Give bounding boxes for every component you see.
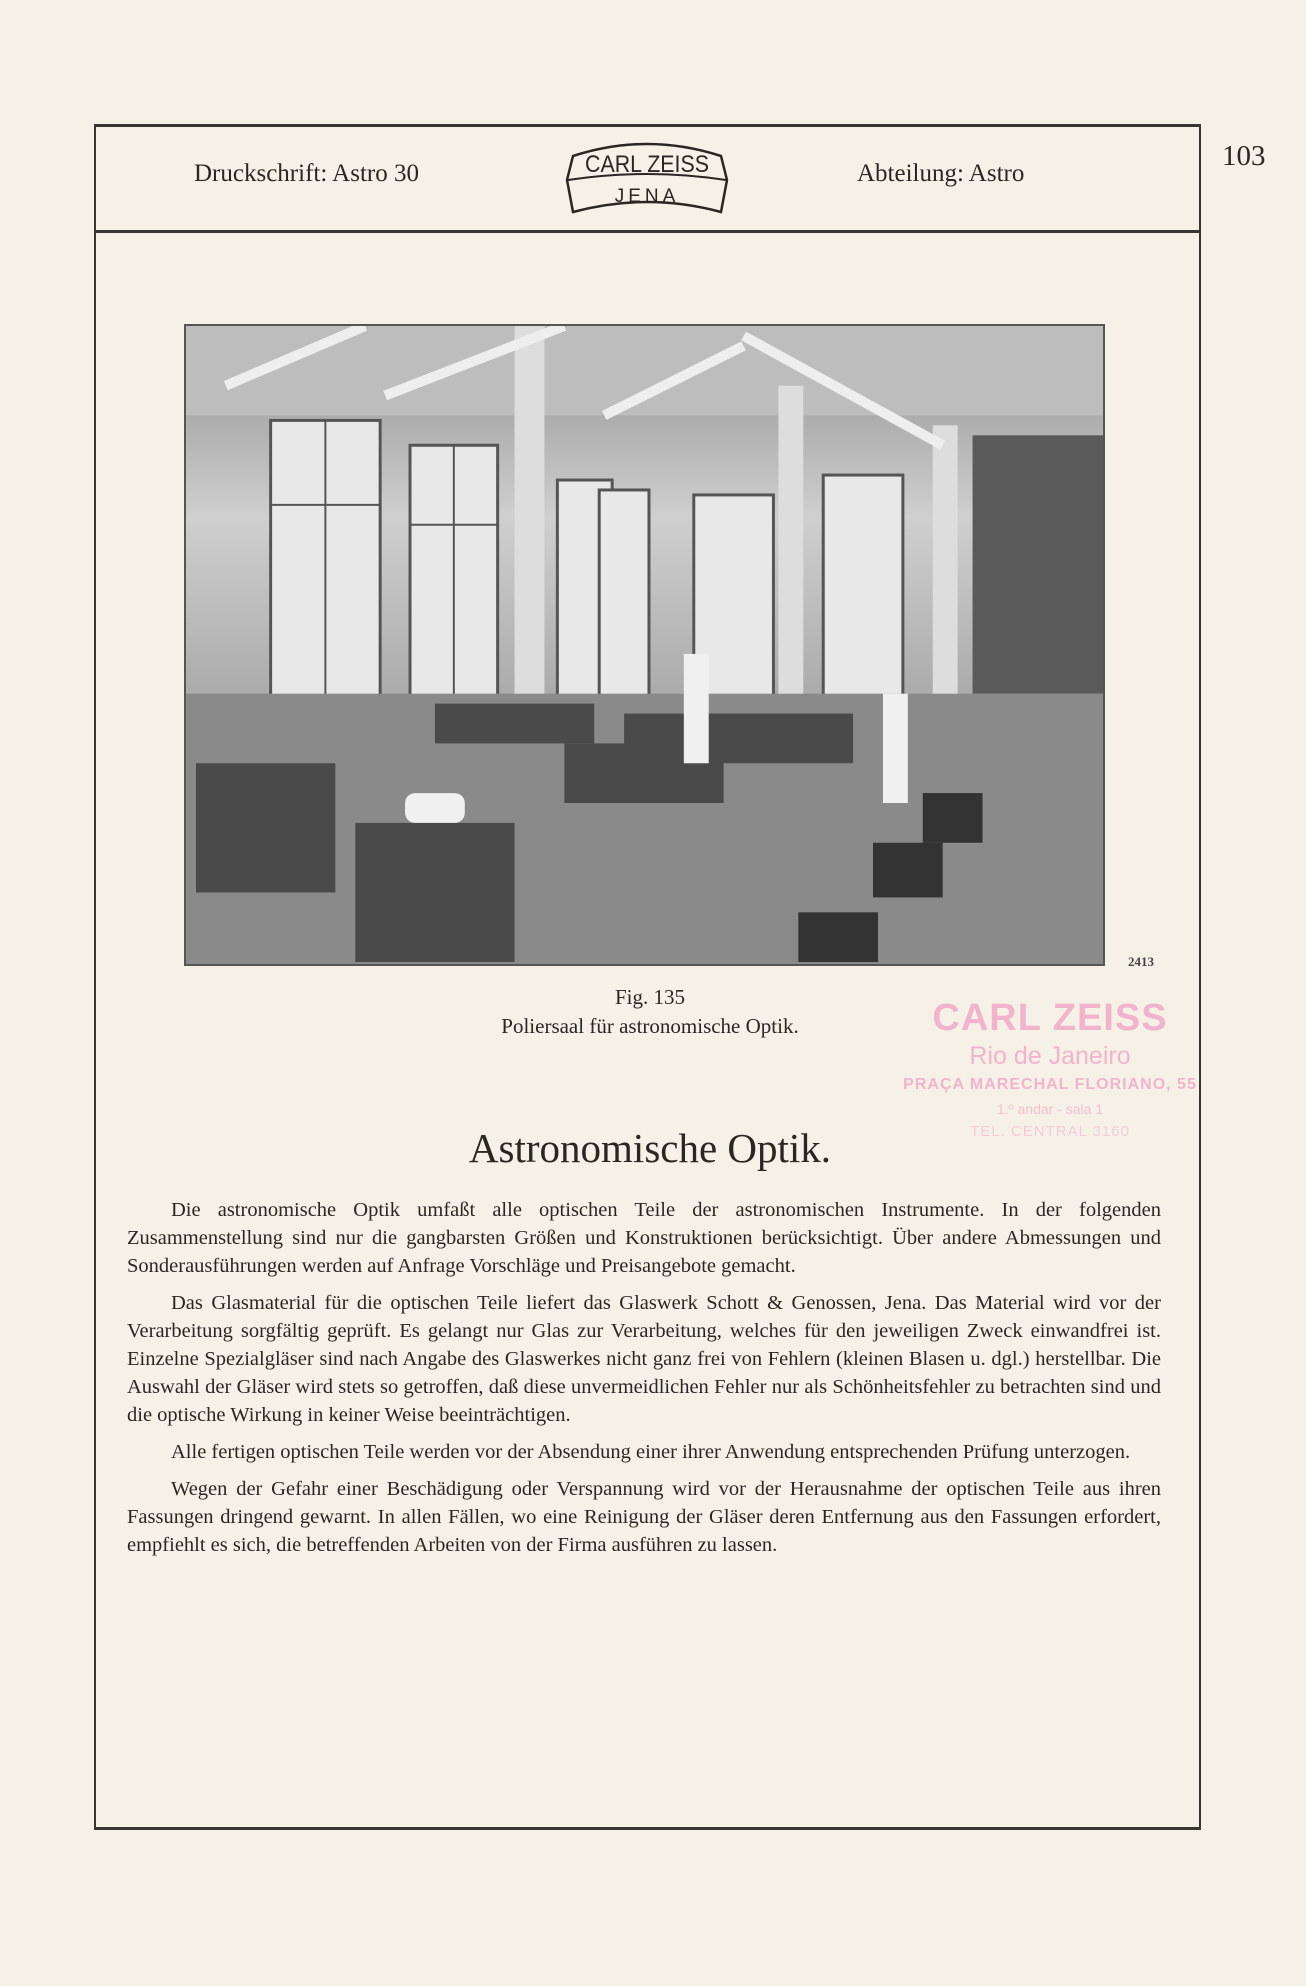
paragraph: Das Glasmaterial für die optischen Teile liefert das Glaswerk Schott & Genossen, Jena. Das Material wird vor der Verarbeitung sorgfältig geprüft. Es gelangt nur Glas zur Verarbeitung, welches für den jeweiligen Zweck einwandfrei ist. Einzelne Spezialgläser sind nach Angabe des Glaswerkes nicht ganz frei von Fehlern (kleinen Blasen u. dgl.) herstellbar. Die Auswahl der Gläser wird stets so getroffen, daß diese unvermeidlichen Fehler nur als Schönheitsfehler zu betrachten sind und die optische Wirkung in keiner Weise beeinträchtigen. [127, 1292, 1161, 1426]
section-title: Astronomische Optik. [468, 1125, 832, 1171]
stamp-city: Rio de Janeiro [969, 1042, 1131, 1070]
header-rule [96, 230, 1200, 233]
dealer-stamp [880, 996, 1220, 1144]
publication-number: Druckschrift: Astro 30 [194, 160, 419, 187]
paragraph: Alle fertigen optischen Teile werden vor der Absendung einer ihrer Anwendung entsprechenden Prüfung unterzogen. [171, 1441, 1131, 1463]
stamp-company: CARL ZEISS [932, 997, 1168, 1039]
svg-text:JENA: JENA [614, 186, 680, 207]
plate-number: 2413 [1128, 954, 1154, 969]
figure-number: Fig. 135 [614, 985, 685, 1009]
carl-zeiss-logo [563, 136, 731, 226]
workshop-photograph [184, 324, 1105, 966]
department-label: Abteilung: Astro [857, 160, 1025, 187]
paragraph: Die astronomische Optik umfaßt alle optischen Teile der astronomischen Instrumente. In der folgenden Zusammenstellung sind nur die gangbarsten Größen und Konstruktionen berücksichtigt. Über andere Abmessungen und Sonderausführungen werden auf Anfrage Vorschläge und Preisangebote gemacht. [127, 1199, 1161, 1277]
paragraph: Wegen der Gefahr einer Beschädigung oder Verspannung wird vor der Herausnahme der optischen Teile aus ihren Fassungen dringend gewarnt. In allen Fällen, wo eine Reinigung der Gläser deren Entfernung aus den Fassungen erfordert, empfiehlt es sich, die betreffenden Arbeiten von der Firma ausführen zu lassen. [127, 1478, 1161, 1556]
page-number: 103 [1222, 140, 1266, 172]
article-body [127, 1196, 1161, 1568]
figure-caption: Poliersaal für astronomische Optik. [501, 1014, 799, 1038]
stamp-address: PRAÇA MARECHAL FLORIANO, 55 [903, 1076, 1197, 1093]
svg-text:CARL ZEISS: CARL ZEISS [585, 151, 709, 178]
stamp-phone: TEL. CENTRAL 3160 [970, 1123, 1130, 1140]
stamp-floor: 1.º andar - sala 1 [996, 1101, 1104, 1117]
